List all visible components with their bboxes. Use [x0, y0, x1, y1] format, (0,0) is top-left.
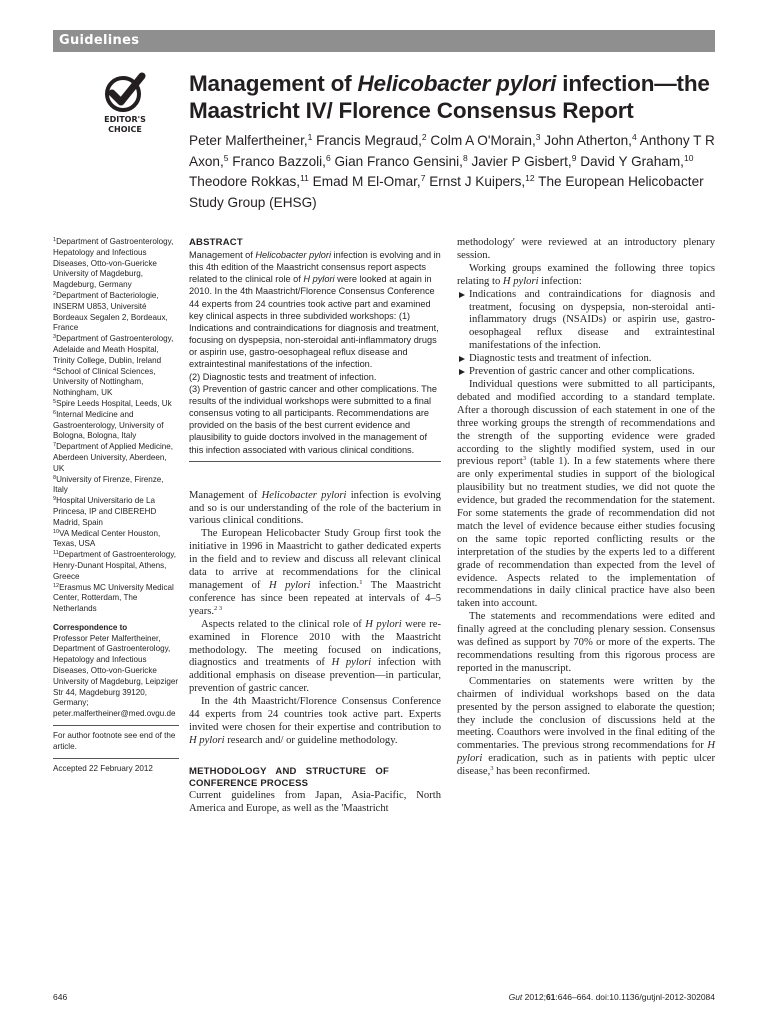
author-name: Javier P Gisbert, [467, 153, 572, 169]
editors-choice-badge [95, 72, 155, 135]
author-name: Gian Franco Gensini, [330, 153, 463, 169]
author-affiliation-ref: 12 [525, 173, 535, 183]
affiliation-item [53, 291, 179, 334]
author-affiliation-ref: 10 [683, 152, 694, 163]
section-label: Guidelines [59, 33, 140, 48]
author-affiliation-ref: 2 [421, 132, 427, 142]
paragraph: Individual questions were submitted to all participants, debated and modified according to a standard template. After a thorough discussion of each statement in one of the three working groups the strength of recommendations and the strength of the supporting evidence were graded according to the slightly modified system, used in our previous report$^3$ (table 1). In a few statements where there are only experimental studies in support of the biological plausibility but no treatment studies, we did not quote the evidence, but graded the recommendation for the statement. For some statements the grade of recommendation did not match the level of evidence because either studies focusing on the same topic reported conflicting results or the interpretation of the studies by the experts led to a different grade of recommendation than expected from the level of evidence. Aspects related to the implementation of recommendations in daily clinical practice have also been taken into account. [457, 378, 716, 610]
author-affiliation-ref: 8 [462, 152, 468, 163]
author-name: Theodore Rokkas, [189, 174, 301, 189]
affiliation-item [53, 442, 179, 474]
correspondence-text: Professor Peter Malfertheiner, Department of Gastroenterology, Hepatology and Infectious Diseases, Otto-von-Guericke University of Magdeburg, Leipziger Str 44, Magdeburg 39120, Germany; peter.malfertheiner@med.ovgu.de [53, 633, 179, 719]
paragraph: The statements and recommendations were edited and finally agreed at the concluding plenary session. Consensus was defined as support by 70% or more of the experts. The recommendations resulting from this rigorous process are reported in the manuscript. [457, 611, 715, 674]
checkmark-badge-icon [103, 72, 147, 112]
affiliation-text: Department of Gastroenterology, Henry-Dunant Hospital, Athens, Greece [53, 550, 176, 581]
citation-pages-doi: :646–664. doi:10.1136/gutjnl-2012-302084 [555, 992, 715, 1002]
affiliation-text: VA Medical Center Houston, Texas, USA [53, 528, 161, 549]
paragraph: In the 4th Maastricht/Florence Consensus Conference 44 experts from 24 countries took active part. Experts invited were chosen for their expertise and contribution to H pylori research and/ or guideline methodology. [189, 696, 441, 746]
affiliation-text: School of Clinical Sciences, University of Nottingham, Nothingham, UK [53, 366, 156, 398]
abstract-paragraph: (3) Prevention of gastric cancer and other complications. The results of the individual workshops were submitted to a final consensus voting to all participants. Recommendations are provided on the basis of the best current evidence and plausibility to guide doctors involved in the management of this infection associated with various clinical conditions. [189, 383, 438, 455]
affiliation-item [53, 399, 179, 410]
body-text [189, 490, 441, 816]
affiliation-text: Erasmus MC University Medical Center, Rotterdam, The Netherlands [53, 582, 174, 614]
sidebar [53, 237, 179, 774]
section-label-bar [53, 30, 715, 52]
affiliation-number: 3 [53, 334, 57, 341]
affiliation-number: 10 [53, 528, 60, 535]
affiliation-text: Department of Bacteriologie, INSERM U853, Université Bordeaux Segalen 2, Bordeaux, France [53, 290, 168, 333]
title-italic: Helicobacter pylori [357, 71, 557, 96]
author-name: The European Helicobacter Study Group (EHSG) [189, 174, 704, 210]
affiliation-number: 1 [53, 237, 57, 243]
paragraph: The European Helicobacter Study Group first took the initiative in 1996 in Maastricht to gather dedicated experts in the field and to review and discuss all relevant clinical data to arrive at recommendations for the clinical management of H pylori infection.$^1$ The Maastricht conference has since been repeated at intervals of 4–5 years.$^{2 3}$ [189, 528, 441, 617]
affiliation-text: University of Firenze, Firenze, Italy [53, 474, 164, 495]
volume: 61 [545, 992, 556, 1002]
affiliation-item [53, 583, 179, 615]
abstract-heading: ABSTRACT [189, 237, 243, 248]
author-affiliation-ref: 5 [223, 152, 229, 163]
bullet-item: Diagnostic tests and treatment of infection. [457, 353, 715, 366]
affiliation-item [53, 237, 179, 291]
affiliation-number: 6 [53, 409, 57, 416]
affiliation-text: Department of Gastroenterology, Hepatology and Infectious Diseases, Otto-von-Guericke University of Magdeburg, Magdeburg, Germany [53, 237, 174, 290]
abstract-paragraph: Management of Helicobacter pylori infection is evolving and in this 4th edition of the Maastricht consensus report aspects related to the clinical role of H pylori were looked at again in 2010. In the 4th Maastricht/Florence Consensus Conference 44 experts from 24 countries took active part and examined key clinical aspects in three subdivided workshops: (1) Indications and contraindications for diagnosis and treatment, focusing on dyspepsia, non-steroidal anti-inflammatory drugs or aspirin use, gastro-oesophageal reflux disease and extraintestinal manifestations of the infection. [189, 250, 441, 370]
affiliation-number: 8 [53, 474, 57, 481]
affiliation-text: Spire Leeds Hospital, Leeds, Uk [56, 398, 172, 408]
affiliation-text: Department of Applied Medicine, Aberdeen University, Aberdeen, UK [53, 442, 174, 473]
affiliation-item [53, 475, 179, 497]
title-text-1: Management of [189, 71, 358, 96]
article-title [189, 70, 719, 124]
right-column [457, 237, 715, 779]
affiliation-item [53, 496, 179, 528]
affiliation-item [53, 529, 179, 551]
author-name: David Y Graham, [576, 153, 684, 169]
author-name: Francis Megraud, [312, 133, 422, 148]
author-affiliation-ref: 7 [420, 173, 426, 183]
abstract [189, 237, 441, 462]
paragraph: Working groups examined the following three topics relating to H pylori infection: [457, 262, 715, 287]
author-affiliation-ref: 1 [307, 132, 313, 142]
citation [509, 992, 715, 1002]
badge-text: EDITOR'S CHOICE [104, 115, 146, 134]
divider [53, 758, 179, 759]
paragraph: methodology' were reviewed at an introductory plenary session. [457, 237, 715, 261]
affiliation-text: Department of Gastroenterology, Adelaide and Meath Hospital, Trinity College, Dublin, Ireland [53, 334, 174, 365]
title-text-2: infection—the Maastricht IV/ Florence Consensus Report [189, 71, 710, 123]
abstract-paragraph: (2) Diagnostic tests and treatment of infection. [189, 371, 377, 382]
correspondence-heading: Correspondence to [53, 622, 128, 632]
author-name: Franco Bazzoli, [228, 153, 326, 169]
journal-name: Gut [508, 992, 523, 1002]
affiliation-item [53, 367, 179, 399]
affiliation-number: 11 [53, 550, 59, 557]
bullet-item: Prevention of gastric cancer and other complications. [457, 366, 715, 379]
affiliation-text: Internal Medicine and Gastroenterology, University of Bologna, Bologna, Italy [53, 409, 164, 441]
page-number: 646 [53, 992, 68, 1002]
affiliation-item [53, 410, 179, 442]
affiliation-list [53, 237, 179, 615]
accepted-date: Accepted 22 February 2012 [53, 763, 153, 773]
affiliation-text: Hospital Universitario de La Princesa, IP and CIBEREHD Madrid, Spain [53, 496, 157, 527]
affiliation-number: 7 [53, 442, 57, 449]
middle-column [189, 237, 441, 816]
author-list [189, 131, 724, 213]
affiliation-number: 5 [53, 398, 57, 405]
affiliation-item [53, 334, 179, 366]
affiliation-number: 12 [53, 582, 60, 589]
author-name: Ernst J Kuipers, [425, 174, 526, 189]
paragraph: Commentaries on statements were written by the chairmen of individual workshops based on the data presented by the person assigned to elaborate the question; they include the conclusion of discussions held at the meeting. Coauthors were involved in the final editing of the commentaries. The previous strong recommendations for H pylori eradication, such as in patients with peptic ulcer disease,$^3$ has been reconfirmed. [457, 675, 715, 778]
affiliation-item [53, 550, 179, 582]
paragraph: Current guidelines from Japan, Asia-Pacific, North America and Europe, as well as the 'Maastricht [189, 789, 441, 814]
paragraph: Management of Helicobacter pylori infection is evolving and so is our understanding of the role of the bacterium in various clinical conditions. [189, 489, 441, 527]
divider [53, 725, 179, 726]
footnote-note: For author footnote see end of the article. [53, 731, 176, 751]
author-name: Anthony T R Axon, [189, 133, 715, 169]
paragraph: Aspects related to the clinical role of H pylori were re-examined in Florence 2010 with the Maastricht methodology. The meeting focused on indications, diagnostics and treatments of H pylori infection with additional emphasis on disease prevention—in particular, prevention of gastric cancer. [189, 618, 441, 695]
author-name: Emad M El-Omar, [308, 174, 421, 189]
author-affiliation-ref: 6 [325, 152, 331, 163]
author-affiliation-ref: 9 [571, 152, 577, 163]
citation-year: 2012; [522, 992, 546, 1002]
section-heading: METHODOLOGY AND STRUCTURE OF CONFERENCE PROCESS [189, 765, 389, 789]
author-affiliation-ref: 3 [535, 132, 541, 142]
affiliation-number: 2 [53, 290, 57, 297]
affiliation-number: 4 [53, 366, 57, 373]
author-affiliation-ref: 4 [631, 132, 637, 142]
author-name: John Atherton, [540, 133, 632, 148]
author-name: Peter Malfertheiner, [189, 133, 308, 148]
affiliation-number: 9 [53, 496, 57, 503]
bullet-item: Indications and contraindications for diagnosis and treatment, focusing on dyspepsia, non-steroidal anti-inflammatory drugs (NSAIDs) or aspirin use, gastro-oesophageal reflux disease and extraintestinal manifestations of the infection. [457, 289, 715, 354]
author-affiliation-ref: 11 [300, 173, 309, 183]
author-name: Colm A O'Morain, [426, 133, 536, 148]
